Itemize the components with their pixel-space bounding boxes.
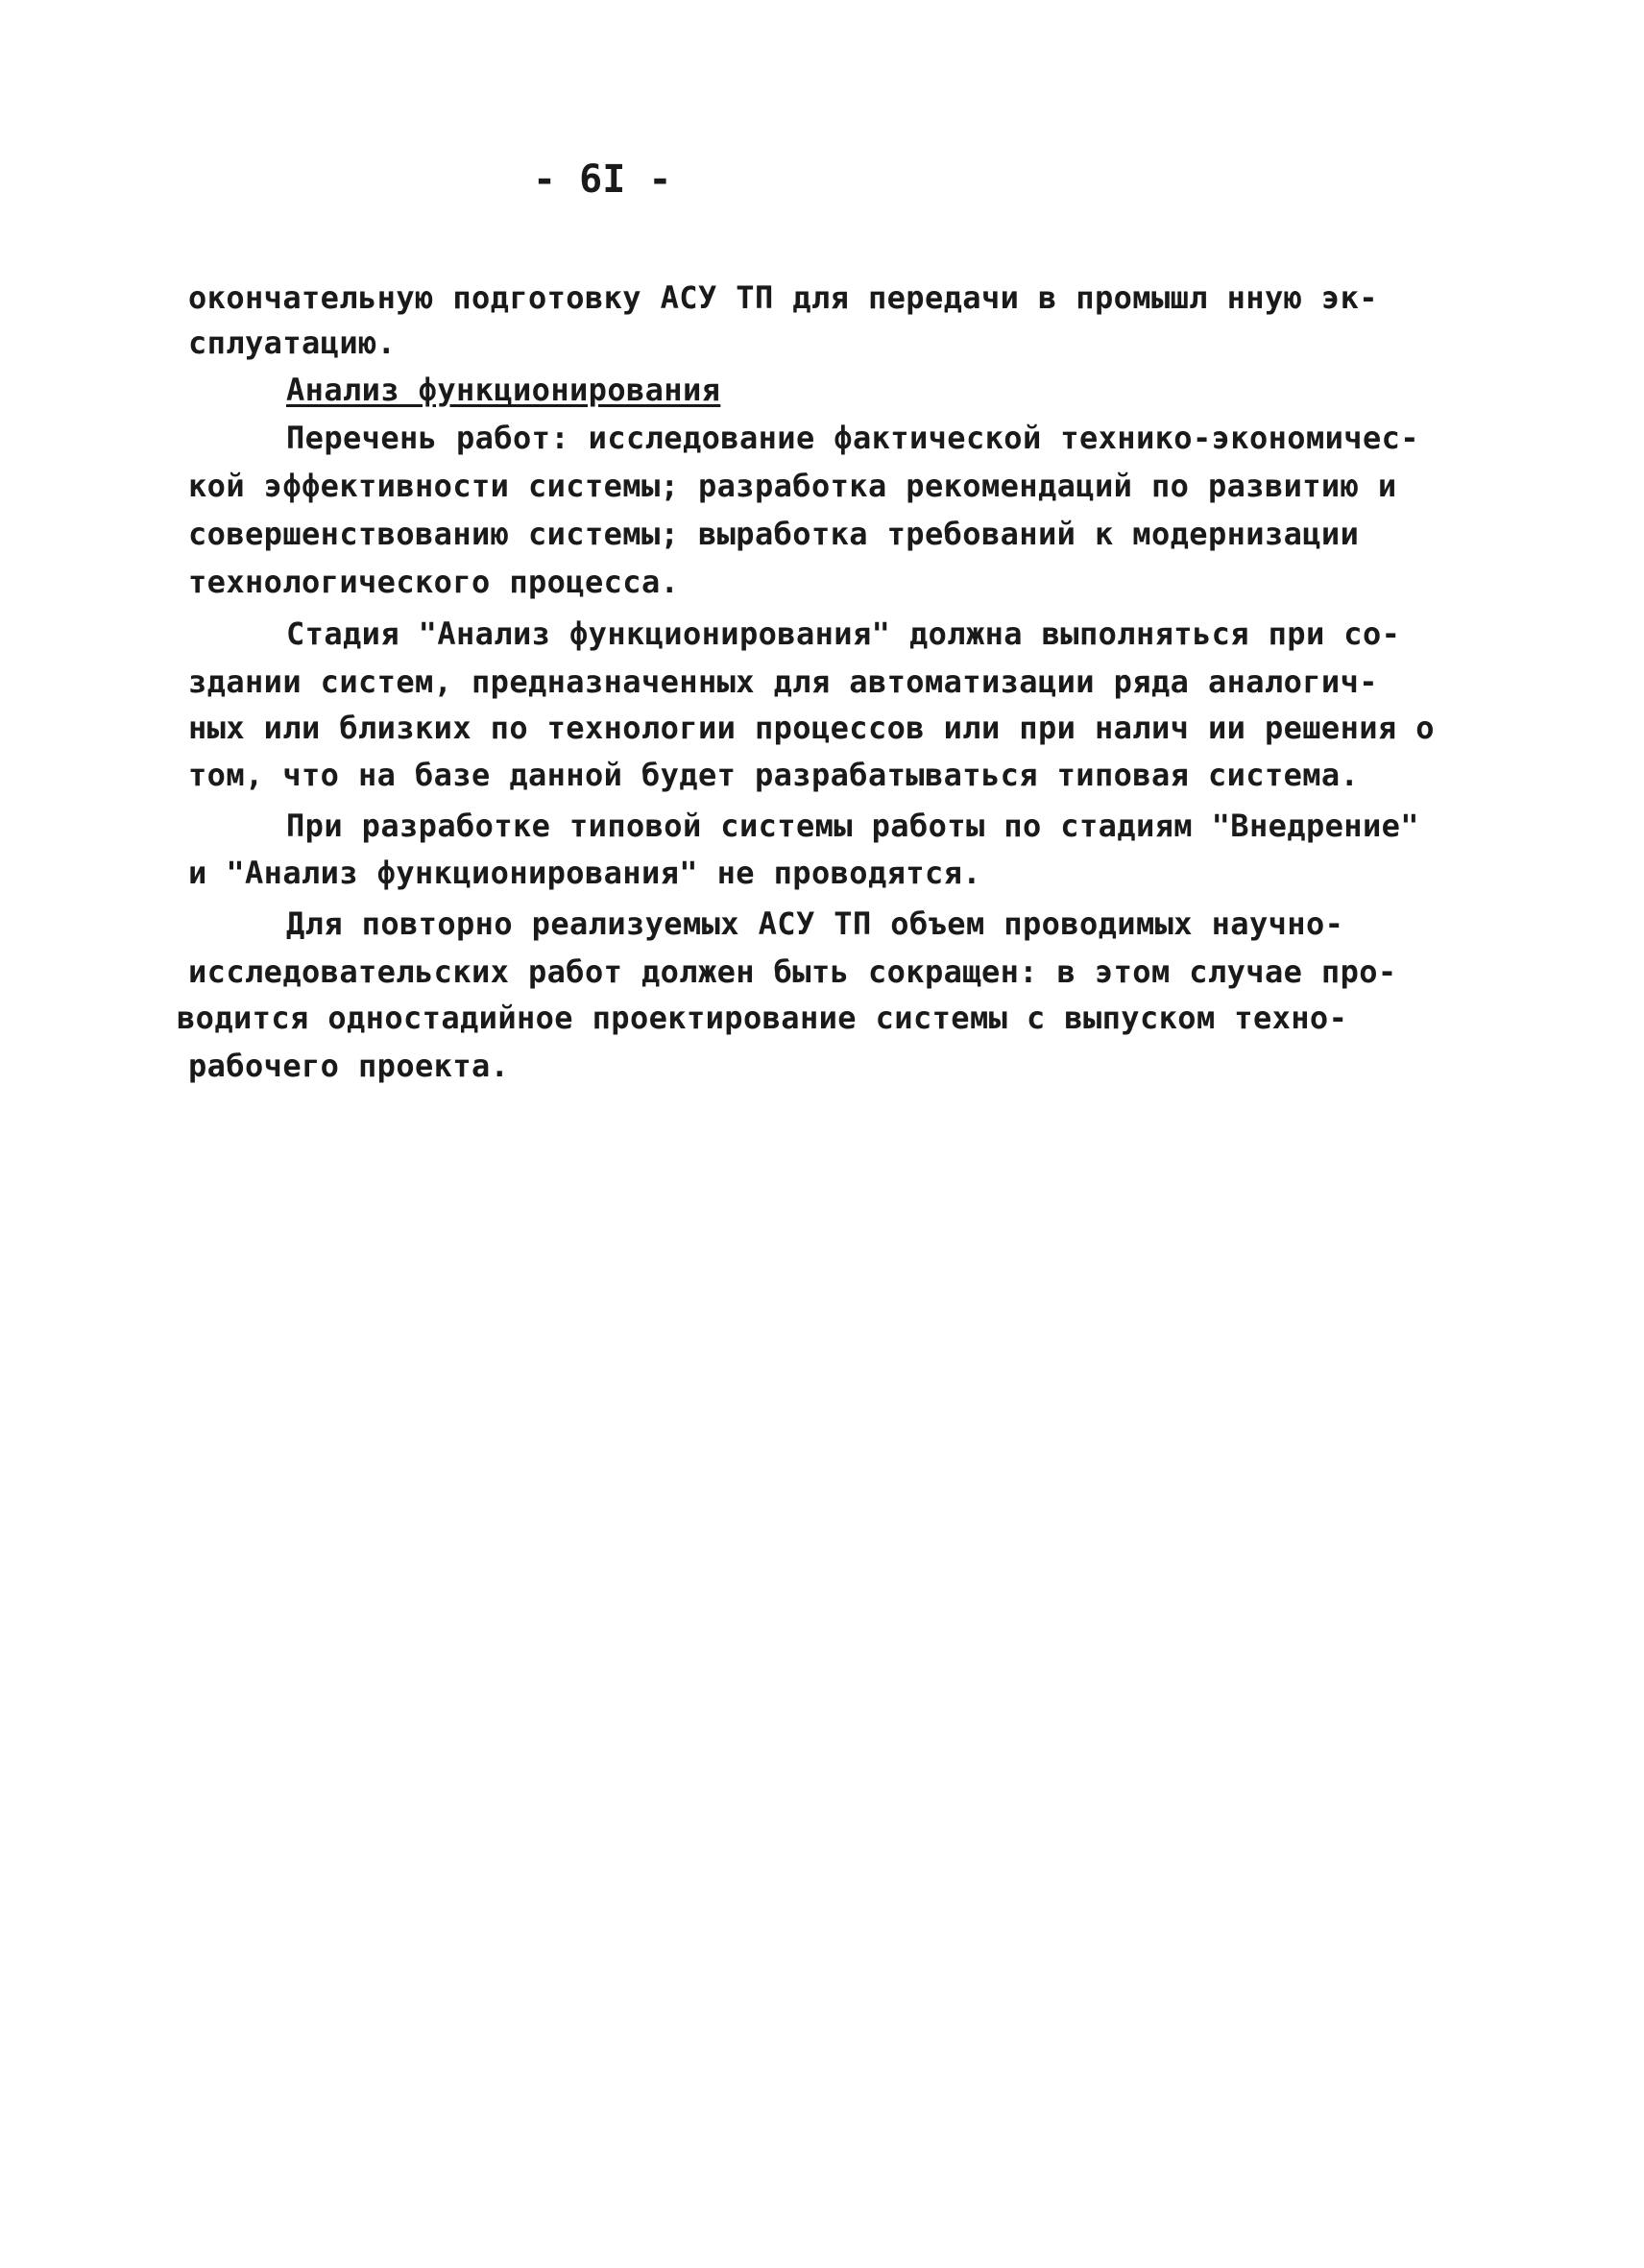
text-line-15: водится одностадийное проектирование системы с выпуском техно- [177, 1000, 1348, 1036]
text-line-14: исследовательских работ должен быть сокращен: в этом случае про- [188, 953, 1397, 990]
text-line-16: рабочего проекта. [188, 1048, 510, 1084]
text-line-1: окончательную подготовку АСУ ТП для передачи в промышл нную эк- [188, 279, 1378, 316]
text-line-3: Перечень работ: исследование фактической технико-экономичес- [286, 420, 1419, 456]
text-line-9: ных или близких по технологии процессов или при налич ии решения о [188, 710, 1435, 746]
text-line-2: сплуатацию. [188, 325, 397, 361]
text-line-11: При разработке типовой системы работы по стадиям "Внедрение" [286, 808, 1419, 844]
text-line-4: кой эффективности системы; разработка рекомендаций по развитию и [188, 468, 1397, 504]
text-line-5: совершенствованию системы; выработка требований к модернизации [188, 516, 1360, 552]
text-line-12: и "Анализ функционирования" не проводятся. [188, 855, 981, 891]
page-number: - 6I - [533, 157, 672, 202]
text-line-13: Для повторно реализуемых АСУ ТП объем проводимых научно- [286, 905, 1344, 942]
text-line-10: том, что на базе данной будет разрабатываться типовая система. [188, 757, 1360, 793]
section-heading: Анализ функционирования [286, 372, 721, 408]
text-line-6: технологического процесса. [188, 564, 680, 600]
text-line-7: Стадия "Анализ функционирования" должна выполняться при со- [286, 615, 1401, 652]
text-line-8: здании систем, предназначенных для автоматизации ряда аналогич- [188, 664, 1378, 700]
